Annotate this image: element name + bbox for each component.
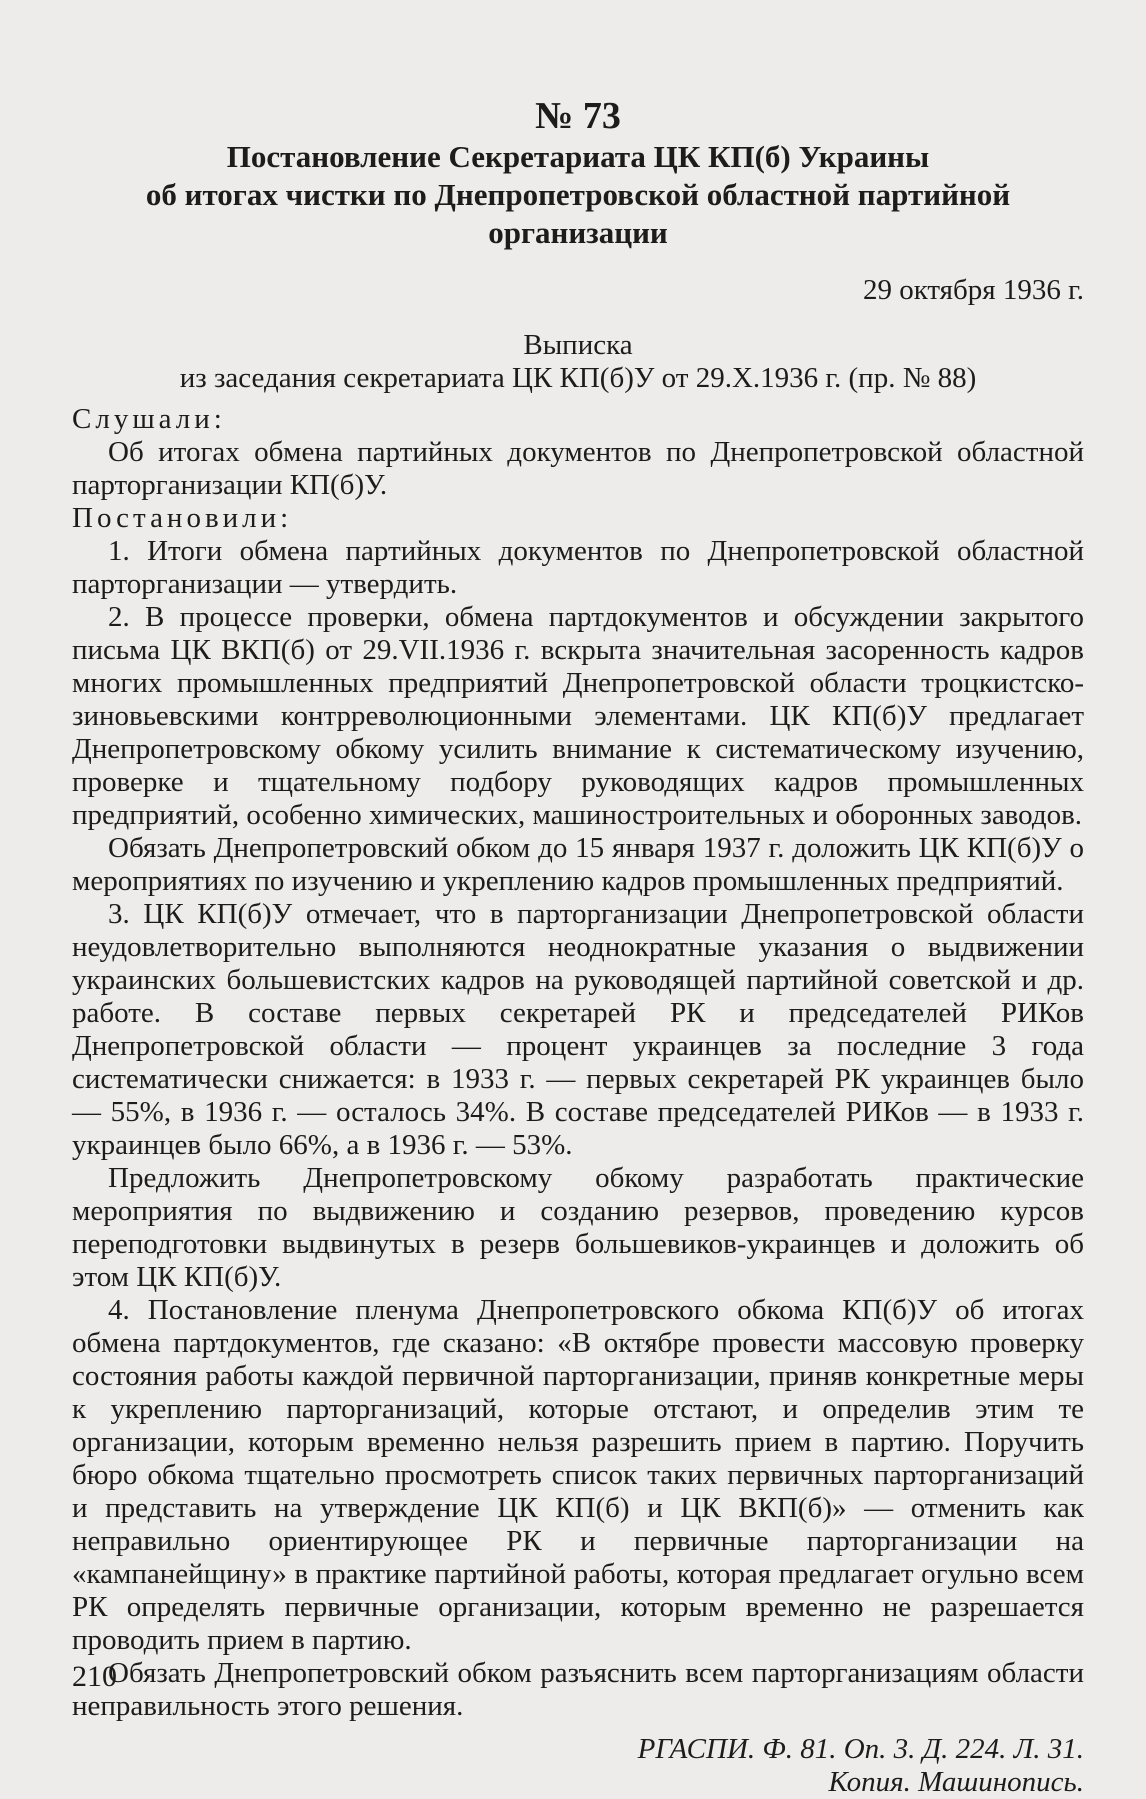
document-page xyxy=(72,96,1084,1799)
resolved-label: Постановили: xyxy=(72,502,293,534)
extract-subtitle: из заседания секретариата ЦК КП(б)У от 29.X.1936 г. (пр. № 88) xyxy=(179,362,977,394)
document-date: 29 октября 1936 г. xyxy=(862,274,1084,306)
document-title xyxy=(72,138,1084,252)
source-copy-note: Копия. Машинопись. xyxy=(828,1766,1084,1798)
heard-label: Слушали: xyxy=(72,403,226,435)
document-number: № 73 xyxy=(535,95,621,137)
source-reference: РГАСПИ. Ф. 81. Оп. 3. Д. 224. Л. 31. xyxy=(637,1733,1084,1765)
paragraph-1: 1. Итоги обмена партийных документов по Днепропетровской областной парторганизации — утвердить. xyxy=(72,535,1084,600)
page-number: 210 xyxy=(72,1660,117,1693)
extract-label: Выписка xyxy=(523,329,633,361)
paragraph-2: 2. В процессе проверки, обмена партдокументов и обсуждении закрытого письма ЦК ВКП(б) от 29.VII.1936 г. вскрыта значительная засоренность кадров многих промышленных предприятий Днепропетровской области троцкистско-зиновьевскими контрреволюционными элементами. ЦК КП(б)У предлагает Днепропетровскому обкому усилить внимание к систематическому изучению, проверке и тщательному подбору руководящих кадров промышленных предприятий, особенно химических, машиностроительных и оборонных заводов. xyxy=(72,601,1084,831)
paragraph-4-obligation: Обязать Днепропетровский обком разъяснить всем парторганизациям области неправильность этого решения. xyxy=(72,1657,1084,1722)
paragraph-4: 4. Постановление пленума Днепропетровского обкома КП(б)У об итогах обмена партдокументов, где сказано: «В октябре провести массовую проверку состояния работы каждой первичной парторганизации, приняв конкретные меры к укреплению парторганизаций, которые отстают, и определив этим те организации, которым временно нельзя разрешить прием в партию. Поручить бюро обкома тщательно просмотреть список таких первичных парторганизаций и представить на утверждение ЦК КП(б) и ЦК ВКП(б)» — отменить как неправильно ориентирующее РК и первичные парторганизации на «кампанейщину» в практике партийной работы, которая предлагает огульно всем РК определять первичные организации, которым временно не разрешается проводить прием в партию. xyxy=(72,1294,1084,1656)
title-line-1: Постановление Секретариата ЦК КП(б) Украины xyxy=(226,139,930,174)
paragraph-3-proposal: Предложить Днепропетровскому обкому разработать практические мероприятия по выдвижению и созданию резервов, проведению курсов переподготовки выдвинутых в резерв большевиков-украинцев и доложить об этом ЦК КП(б)У. xyxy=(72,1162,1084,1293)
paragraph-3: 3. ЦК КП(б)У отмечает, что в парторганизации Днепропетровской области неудовлетворительно выполняются неоднократные указания о выдвижении украинских большевистских кадров на руководящей партийной советской и др. работе. В составе первых секретарей РК и председателей РИКов Днепропетровской области — процент украинцев за последние 3 года систематически снижается: в 1933 г. — первых секретарей РК украинцев было — 55%, в 1936 г. — осталось 34%. В составе председателей РИКов — в 1933 г. украинцев было 66%, а в 1936 г. — 53%. xyxy=(72,898,1084,1161)
archive-source xyxy=(72,1733,1084,1799)
heard-text: Об итогах обмена партийных документов по Днепропетровской областной парторганизации КП(б)У. xyxy=(72,436,1084,501)
title-line-2: об итогах чистки по Днепропетровской областной партийной организации xyxy=(145,177,1011,250)
paragraph-2-obligation: Обязать Днепропетровский обком до 15 января 1937 г. доложить ЦК КП(б)У о мероприятиях по изучению и укреплению кадров промышленных предприятий. xyxy=(72,832,1084,897)
